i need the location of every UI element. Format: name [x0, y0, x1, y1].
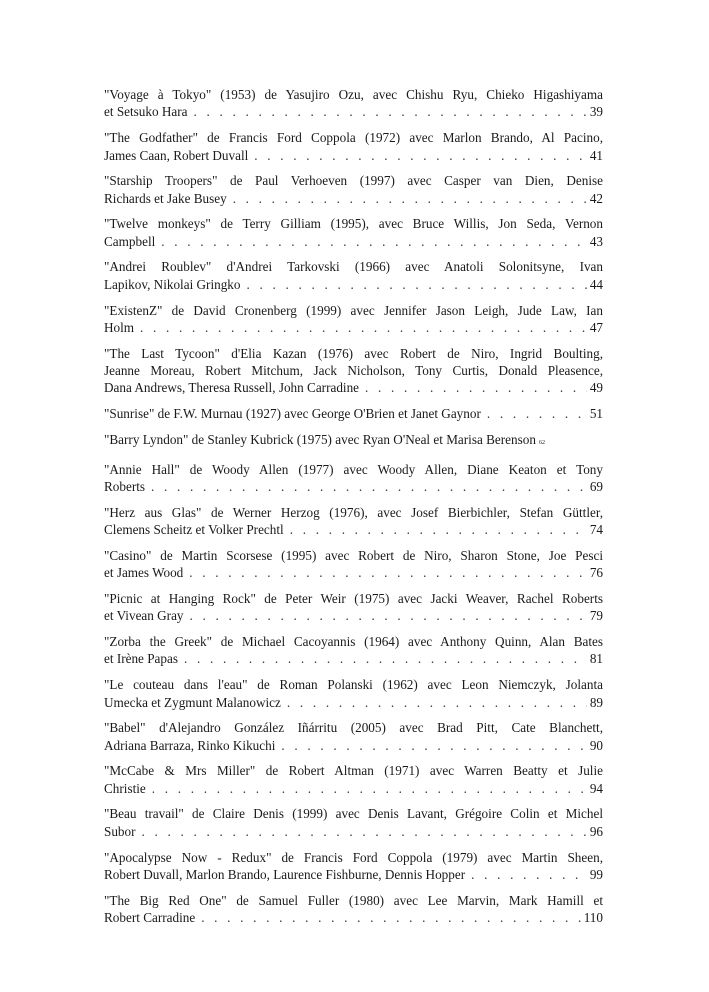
toc-entry-first-line: "Annie Hall" de Woody Allen (1977) avec Woody Allen, Diane Keaton et Tony [104, 461, 603, 477]
toc-entry-last-line [104, 737, 603, 754]
toc-entry-text: Christie [104, 780, 146, 796]
dot-leader [188, 103, 587, 120]
toc-entry-first-line: "The Big Red One" de Samuel Fuller (1980) avec Lee Marvin, Mark Hamill et [104, 892, 603, 908]
toc-entry-last-line [104, 823, 603, 840]
toc-entry [104, 676, 603, 711]
toc-entry-last-line [104, 379, 603, 396]
toc-page-number: 110 [583, 910, 603, 926]
toc-entry [104, 215, 603, 250]
toc-entry-text: Roberts [104, 478, 146, 494]
toc-entry-first-line: "Babel" d'Alejandro González Iñárritu (2005) avec Brad Pitt, Cate Blanchett, [104, 720, 603, 736]
toc-entry-text: Adriana Barraza, Rinko Kikuchi [104, 737, 276, 753]
toc-entry-text: Campbell [104, 233, 156, 249]
toc-page-number: 47 [589, 319, 603, 335]
dot-leader [359, 379, 587, 396]
toc-entry-first-line: "Casino" de Martin Scorsese (1995) avec Robert de Niro, Sharon Stone, Joe Pesci [104, 547, 603, 563]
toc-entry-first-line: "McCabe & Mrs Miller" de Robert Altman (1971) avec Warren Beatty et Julie [104, 763, 603, 779]
toc-entry-first-line: "Starship Troopers" de Paul Verhoeven (1997) avec Casper van Dien, Denise [104, 173, 603, 189]
dot-leader [241, 276, 587, 293]
toc-entry-last-line [104, 694, 603, 711]
dot-leader [284, 521, 587, 538]
toc-entry [104, 633, 603, 668]
toc-page-number: 76 [589, 565, 603, 581]
toc-entry-text: et Setsuko Hara [104, 104, 188, 120]
dot-leader [155, 233, 587, 250]
dot-leader [136, 823, 587, 840]
table-of-contents [104, 86, 603, 935]
toc-entry-first-line: "Andrei Roublev" d'Andrei Tarkovski (1966) avec Anatoli Solonitsyne, Ivan [104, 259, 603, 275]
toc-page-number: 62 [538, 439, 545, 446]
toc-entry [104, 345, 603, 397]
toc-entry-first-line: "Twelve monkeys" de Terry Gilliam (1995), avec Bruce Willis, Jon Seda, Vernon [104, 216, 603, 232]
toc-entry-last-line [104, 478, 603, 495]
toc-page-number: 79 [589, 608, 603, 624]
toc-entry-last-line [104, 103, 603, 120]
toc-entry-first-line: "Voyage à Tokyo" (1953) de Yasujiro Ozu, avec Chishu Ryu, Chieko Higashiyama [104, 87, 603, 102]
toc-entry-last-line [104, 607, 603, 624]
toc-entry-middle-line: Jeanne Moreau, Robert Mitchum, Jack Nicholson, Tony Curtis, Donald Pleasence, [104, 363, 603, 379]
dot-leader [275, 737, 586, 754]
toc-entry-text: Holm [104, 319, 135, 335]
toc-entry-text: Clemens Scheitz et Volker Prechtl [104, 522, 284, 538]
toc-page-number: 96 [589, 823, 603, 839]
toc-page-number: 44 [589, 276, 603, 292]
toc-entry-last-line [104, 866, 603, 883]
toc-entry [104, 805, 603, 840]
toc-entry [104, 762, 603, 797]
toc-page-number: 43 [589, 233, 603, 249]
toc-entry [104, 129, 603, 164]
toc-entry-first-line: "Herz aus Glas" de Werner Herzog (1976), avec Josef Bierbichler, Stefan Güttler, [104, 504, 603, 520]
toc-entry-last-line [104, 521, 603, 538]
toc-entry-text: "Barry Lyndon" de Stanley Kubrick (1975) avec Ryan O'Neal et Marisa Berenson [104, 431, 536, 447]
dot-leader [465, 866, 587, 883]
toc-entry-first-line: "Picnic at Hanging Rock" de Peter Weir (1975) avec Jacki Weaver, Rachel Roberts [104, 590, 603, 606]
toc-entry-last-line [104, 233, 603, 250]
toc-entry-text: Robert Duvall, Marlon Brando, Laurence Fishburne, Dennis Hopper [104, 866, 466, 882]
toc-page-number: 90 [589, 737, 603, 753]
toc-page-number: 41 [589, 147, 603, 163]
toc-entry [104, 892, 603, 927]
toc-entry-first-line: "The Godfather" de Francis Ford Coppola (1972) avec Marlon Brando, Al Pacino, [104, 130, 603, 146]
toc-entry-text: Dana Andrews, Theresa Russell, John Carradine [104, 380, 360, 396]
dot-leader [195, 909, 581, 926]
dot-leader [134, 319, 587, 336]
toc-entry [104, 172, 603, 207]
toc-entry-last-line [104, 431, 603, 452]
toc-entry [104, 461, 603, 496]
toc-entry-last-line [104, 276, 603, 293]
toc-entry-first-line: "Beau travail" de Claire Denis (1999) avec Denis Lavant, Grégoire Colin et Michel [104, 806, 603, 822]
dot-leader [145, 478, 587, 495]
toc-entry-text: et Irène Papas [104, 651, 178, 667]
toc-page-number: 42 [589, 190, 603, 206]
toc-entry [104, 504, 603, 539]
toc-page-number: 49 [589, 380, 603, 396]
dot-leader [248, 147, 587, 164]
dot-leader [178, 650, 587, 667]
toc-entry-first-line: "Le couteau dans l'eau" de Roman Polanski (1962) avec Leon Niemczyk, Jolanta [104, 677, 603, 693]
toc-entry-last-line [104, 909, 603, 926]
toc-entry-text: Robert Carradine [104, 910, 196, 926]
toc-page-number: 94 [589, 780, 603, 796]
toc-entry [104, 86, 603, 121]
toc-entry-last-line [104, 190, 603, 207]
toc-entry [104, 849, 603, 884]
toc-entry-text: "Sunrise" de F.W. Murnau (1927) avec George O'Brien et Janet Gaynor [104, 406, 481, 422]
toc-entry-last-line [104, 319, 603, 336]
dot-leader [281, 694, 587, 711]
toc-page-number: 81 [589, 651, 603, 667]
toc-entry-text: James Caan, Robert Duvall [104, 147, 249, 163]
toc-page-number: 99 [589, 866, 603, 882]
toc-entry-last-line [104, 650, 603, 667]
dot-leader [146, 780, 587, 797]
toc-page-number: 69 [589, 478, 603, 494]
toc-page-number: 39 [589, 104, 603, 120]
toc-entry-first-line: "Apocalypse Now - Redux" de Francis Ford Coppola (1979) avec Martin Sheen, [104, 849, 603, 865]
toc-entry-first-line: "ExistenZ" de David Cronenberg (1999) avec Jennifer Jason Leigh, Jude Law, Ian [104, 302, 603, 318]
toc-entry-last-line [104, 564, 603, 581]
toc-entry-last-line [104, 405, 603, 422]
dot-leader [183, 564, 587, 581]
toc-entry-text: Richards et Jake Busey [104, 190, 227, 206]
toc-entry [104, 431, 603, 452]
toc-entry-text: et James Wood [104, 565, 184, 581]
toc-entry [104, 590, 603, 625]
toc-entry-text: et Vivean Gray [104, 608, 184, 624]
toc-entry-text: Subor [104, 823, 136, 839]
toc-page-number: 89 [589, 694, 603, 710]
toc-entry [104, 719, 603, 754]
toc-entry-last-line [104, 147, 603, 164]
dot-leader [184, 607, 587, 624]
toc-entry-last-line [104, 780, 603, 797]
toc-entry [104, 258, 603, 293]
dot-leader [227, 190, 587, 207]
toc-entry-text: Lapikov, Nikolai Gringko [104, 276, 241, 292]
toc-entry [104, 547, 603, 582]
toc-entry-text: Umecka et Zygmunt Malanowicz [104, 694, 281, 710]
dot-leader [481, 405, 587, 422]
toc-entry-first-line: "The Last Tycoon" d'Elia Kazan (1976) avec Robert de Niro, Ingrid Boulting, [104, 345, 603, 361]
toc-page-number: 74 [589, 522, 603, 538]
toc-entry-first-line: "Zorba the Greek" de Michael Cacoyannis (1964) avec Anthony Quinn, Alan Bates [104, 634, 603, 650]
toc-entry [104, 302, 603, 337]
toc-page-number: 51 [589, 406, 603, 422]
toc-entry [104, 405, 603, 422]
